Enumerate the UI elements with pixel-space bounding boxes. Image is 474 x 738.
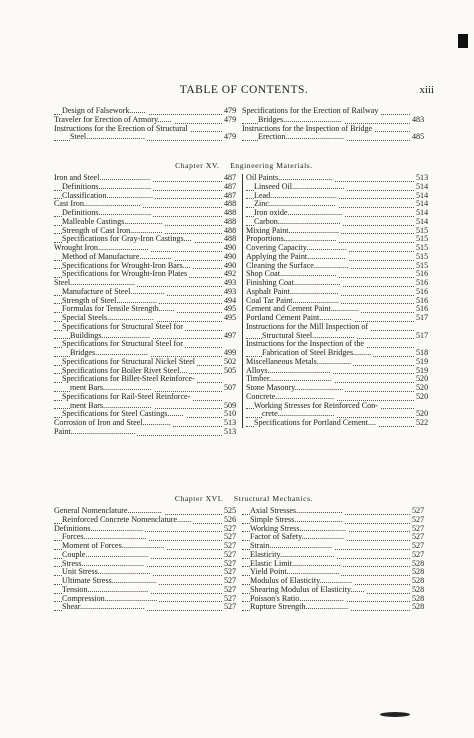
toc-entry-title: Fabrication of Steel Bridges.........: [262, 349, 372, 357]
toc-column-right: [242, 174, 428, 428]
toc-entry-title: Traveler for Erection of Armory.......: [54, 115, 172, 124]
toc-entry-page: 487: [224, 191, 236, 200]
toc-entry-page: 526: [224, 515, 236, 524]
toc-entry-page: 527: [224, 577, 236, 585]
toc-entry: [246, 314, 428, 323]
toc-entry-title: Specifications for Structural Steel for: [62, 340, 183, 349]
toc-entry-title: Cleaning the Surface.................: [246, 261, 349, 270]
toc-entry-title: Forces...............................: [62, 533, 147, 542]
toc-entry: [54, 340, 236, 349]
toc-entry: [246, 393, 428, 402]
toc-entry-title: Finishing Coat.......................: [246, 279, 341, 287]
toc-entry: [242, 542, 424, 551]
toc-entry: [246, 244, 428, 253]
toc-entry-page: 502: [224, 357, 236, 366]
toc-entry-title: Specifications for Portland Cement....: [254, 419, 377, 427]
toc-entry-title: Strain...............................: [250, 542, 333, 550]
toc-entry-title: Mixing Paint.........................: [246, 226, 340, 235]
toc-entry: [54, 577, 236, 586]
toc-entry-page: 505: [224, 366, 236, 375]
toc-entry-page: 514: [416, 200, 428, 209]
toc-entry: [54, 323, 236, 332]
toc-entry-title: Shearing Modulus of Elasticity.......: [250, 585, 365, 594]
toc-entry-page: 527: [224, 585, 236, 594]
toc-entry: [242, 551, 424, 560]
toc-entry-title: Instructions for the Erection of Structural: [54, 124, 188, 133]
toc-entry: [246, 323, 428, 332]
toc-entry-title: Stress...............................: [62, 559, 145, 568]
toc-entry-page: 527: [224, 559, 236, 568]
page-header: [54, 84, 434, 98]
toc-entry: [246, 358, 428, 367]
toc-entry-page: 479: [224, 133, 236, 142]
toc-entry-title: Proportions..........................: [246, 235, 337, 244]
toc-entry-page: 514: [416, 209, 428, 217]
toc-entry-title: Elastic Limit........................: [250, 559, 341, 568]
toc-entry: [54, 200, 236, 209]
toc-entry-title: Miscellaneous Metals.................: [246, 357, 352, 366]
toc-entry-title: Definitions..........................: [62, 209, 152, 217]
toc-entry-page: 509: [224, 401, 236, 410]
toc-entry: [54, 174, 236, 183]
toc-entry-title: Shop Coat............................: [246, 270, 337, 279]
toc-entry-page: 493: [224, 279, 236, 287]
toc-entry-title: Specifications for Structural Nickel Steel: [62, 357, 196, 366]
toc-entry-page: 528: [412, 594, 424, 603]
toc-entry-title: Wrought Iron.........................: [54, 244, 149, 252]
toc-entry-title: Instructions for the Inspection of the: [246, 340, 365, 349]
toc-entry: [54, 107, 236, 116]
toc-entry-title: Applying the Paint...................: [246, 252, 346, 261]
toc-entry: [54, 603, 236, 612]
toc-entry-page: 488: [224, 235, 236, 244]
toc-entry-title: Covering Capacity....................: [246, 244, 347, 252]
toc-entry-page: 528: [412, 568, 424, 577]
toc-entry-title: Specifications for Billet-Steel Reinforce-: [62, 375, 195, 384]
toc-entry-title: Classification.......................: [62, 191, 154, 200]
toc-entry-page: 487: [224, 182, 236, 191]
toc-entry: [54, 116, 236, 125]
toc-entry: [242, 516, 424, 525]
toc-entry-page: 527: [412, 515, 424, 524]
toc-entry-title: Definitions..........................: [62, 182, 152, 191]
toc-entry: [54, 586, 236, 595]
toc-entry-page: 492: [224, 270, 236, 279]
toc-entry-page: 527: [224, 568, 236, 577]
toc-entry-page: 514: [416, 191, 428, 200]
running-title: TABLE OF CONTENTS.: [179, 84, 309, 96]
chapter-16-title: Structural Mechanics.: [233, 494, 314, 503]
toc-entry-page: 515: [416, 235, 428, 244]
chapter-15-entries: [54, 174, 434, 454]
toc-column-left: [54, 107, 236, 142]
toc-entry: [242, 603, 424, 612]
toc-entry: [246, 270, 428, 279]
toc-entry-title: Specifications for Gray-Iron Castings....: [62, 235, 192, 244]
toc-entry-title: Ultimate Stress......................: [62, 577, 157, 585]
toc-entry-page: 527: [224, 603, 236, 612]
toc-entry: [246, 419, 428, 428]
toc-entry-title: Carbon...............................: [254, 217, 341, 226]
toc-entry: [54, 428, 236, 437]
ink-mark: [380, 712, 410, 717]
toc-entry: [54, 419, 236, 428]
toc-entry-page: 479: [224, 115, 236, 124]
chapter-16-heading: [54, 494, 434, 503]
toc-entry-title: ment Bars........................: [70, 384, 152, 392]
toc-entry: [54, 125, 236, 134]
toc-entry-title: Strength of Cast Iron................: [62, 226, 163, 235]
toc-entry-page: 479: [224, 107, 236, 115]
toc-entry: [242, 568, 424, 577]
toc-column-right: [242, 107, 424, 142]
toc-entry-page: 527: [224, 594, 236, 603]
toc-entry-title: Specifications for Wrought-Iron Plates: [62, 270, 188, 279]
toc-entry: [242, 577, 424, 586]
toc-entry: [246, 253, 428, 262]
toc-entry-title: Oil Paints...........................: [246, 174, 333, 182]
toc-entry-title: Erection.............................: [258, 133, 345, 142]
toc-entry-page: 520: [416, 410, 428, 419]
toc-entry-page: 528: [412, 559, 424, 568]
toc-entry: [242, 595, 424, 604]
toc-entry-page: 528: [412, 577, 424, 585]
toc-entry: [246, 340, 428, 349]
toc-entry-title: Working Stresses for Reinforced Con-: [254, 401, 378, 410]
toc-entry: [54, 279, 236, 288]
toc-entry-page: 495: [224, 314, 236, 322]
toc-entry-page: 527: [224, 542, 236, 550]
toc-entry: [246, 200, 428, 209]
toc-entry-page: 494: [224, 296, 236, 305]
toc-entry: [54, 305, 236, 314]
toc-entry-page: 516: [416, 279, 428, 287]
toc-entry-title: Yield Point..........................: [250, 568, 340, 577]
toc-entry: [54, 516, 236, 525]
toc-entry-title: Steel.............................: [70, 133, 145, 142]
toc-entry: [246, 332, 428, 341]
toc-entry-title: Couple...............................: [62, 550, 149, 559]
toc-entry: [246, 384, 428, 393]
toc-entry: [54, 332, 236, 341]
toc-entry-page: 493: [224, 287, 236, 296]
toc-entry-title: Shear................................: [62, 603, 145, 612]
toc-entry: [246, 297, 428, 306]
toc-entry-page: 510: [224, 410, 236, 419]
toc-entry: [242, 525, 424, 534]
chapter-15-heading: [54, 161, 434, 170]
toc-entry: [54, 551, 236, 560]
toc-entry-title: Bridges.............................: [258, 115, 342, 124]
page-number: xiii: [419, 84, 434, 96]
toc-entry: [54, 402, 236, 411]
toc-entry-title: Coal Tar Paint.......................: [246, 296, 340, 305]
toc-entry-title: Cast Iron............................: [54, 200, 141, 209]
toc-entry: [54, 525, 236, 534]
toc-entry: [54, 358, 236, 367]
toc-entry: [54, 235, 236, 244]
toc-entry-title: General Nomenclature.................: [54, 507, 162, 515]
toc-entry: [246, 192, 428, 201]
toc-entry-page: 516: [416, 296, 428, 305]
toc-entry-title: Timber...............................: [246, 375, 332, 384]
toc-entry-page: 527: [412, 507, 424, 515]
toc-entry-page: 499: [224, 349, 236, 357]
toc-entry-title: Cement and Cement Paint..............: [246, 305, 360, 314]
toc-entry: [242, 133, 424, 142]
toc-entry: [246, 235, 428, 244]
toc-entry-page: 490: [224, 244, 236, 252]
toc-entry-page: 485: [412, 133, 424, 142]
toc-entry-page: 514: [416, 217, 428, 226]
toc-entry: [54, 209, 236, 218]
corner-mark: [458, 34, 468, 48]
toc-entry: [54, 507, 236, 516]
toc-entry-page: 516: [416, 270, 428, 279]
toc-entry-page: 515: [416, 226, 428, 235]
chapter-16-entries: [54, 507, 434, 617]
toc-entry: [54, 367, 236, 376]
toc-column-left: [54, 507, 236, 612]
toc-entry-title: Specifications for Rail-Steel Reinforce-: [62, 392, 191, 401]
toc-entry-title: Tension..............................: [62, 585, 149, 594]
toc-entry: [54, 262, 236, 271]
toc-entry-title: Rupture Strength.....................: [250, 603, 349, 612]
toc-entry-page: 527: [224, 550, 236, 559]
toc-continuation: [54, 107, 434, 149]
toc-entry: [246, 375, 428, 384]
toc-entry-title: Buildings........................: [70, 331, 151, 340]
toc-entry: [54, 183, 236, 192]
toc-entry: [54, 560, 236, 569]
toc-entry-title: Specifications for Steel Castings........: [62, 410, 184, 419]
toc-entry-title: Instructions for the Inspection of Bridge: [242, 124, 373, 133]
toc-entry-page: 513: [224, 419, 236, 427]
toc-entry-title: Design of Falsework........: [62, 107, 146, 115]
toc-entry-page: 519: [416, 366, 428, 375]
toc-entry: [54, 375, 236, 384]
toc-entry: [242, 533, 424, 542]
toc-entry-page: 507: [224, 384, 236, 392]
toc-entry-title: Manufacture of Steel.................: [62, 287, 165, 296]
toc-entry-page: 488: [224, 217, 236, 226]
toc-entry: [54, 253, 236, 262]
chapter-15-title: Engineering Materials.: [230, 161, 313, 170]
toc-entry-page: 520: [416, 392, 428, 401]
toc-entry-page: 487: [224, 174, 236, 182]
toc-entry: [246, 410, 428, 419]
toc-entry: [54, 227, 236, 236]
toc-entry: [54, 218, 236, 227]
toc-entry-title: Special Steels.......................: [62, 314, 154, 322]
toc-entry: [246, 209, 428, 218]
toc-entry: [54, 314, 236, 323]
toc-entry-title: ment Bars........................: [70, 401, 152, 410]
toc-entry-page: 520: [416, 375, 428, 384]
toc-entry-page: 513: [416, 174, 428, 182]
toc-entry-title: Compression..........................: [62, 594, 158, 603]
toc-entry: [54, 270, 236, 279]
toc-entry-page: 528: [412, 585, 424, 594]
toc-entry-title: Structural Steel.....................: [262, 331, 355, 340]
toc-entry-title: Bridges..........................: [70, 349, 148, 357]
toc-entry-page: 522: [416, 419, 428, 427]
toc-entry-page: 495: [224, 305, 236, 314]
toc-entry-title: Moment of Forces.....................: [62, 542, 165, 550]
toc-entry-title: Reinforced Concrete Nomenclature.......: [62, 515, 192, 524]
toc-entry-page: 515: [416, 252, 428, 261]
toc-entry-title: Zinc.................................: [254, 200, 336, 209]
toc-entry: [54, 192, 236, 201]
toc-entry-title: Corrosion of Iron and Steel..............: [54, 419, 171, 427]
toc-entry-title: Asphalt Paint........................: [246, 287, 339, 296]
toc-entry-title: Steel................................: [54, 279, 135, 287]
toc-entry-page: 515: [416, 244, 428, 252]
toc-entry-title: Poisson's Ratio......................: [250, 594, 344, 603]
toc-entry-title: Elasticity...........................: [250, 550, 335, 559]
toc-entry-page: 525: [224, 507, 236, 515]
toc-entry-title: Strength of Steel....................: [62, 296, 157, 305]
toc-entry-title: Specifications for Boiler Rivet Steel....: [62, 366, 188, 375]
toc-entry-title: crete............................: [262, 410, 335, 419]
toc-entry-page: 527: [412, 533, 424, 542]
toc-entry: [242, 125, 424, 134]
toc-entry-page: 488: [224, 200, 236, 209]
toc-entry-page: 513: [224, 427, 236, 436]
toc-entry: [54, 595, 236, 604]
toc-entry-title: Linseed Oil..........................: [254, 182, 345, 191]
toc-entry: [246, 402, 428, 411]
toc-entry-title: Iron oxide...........................: [254, 209, 343, 217]
toc-entry: [54, 244, 236, 253]
toc-entry: [246, 279, 428, 288]
chapter-16-number: Chapter XVI.: [174, 494, 224, 503]
toc-entry-page: 515: [416, 261, 428, 270]
toc-column-right: [242, 507, 424, 612]
toc-entry-page: 518: [416, 349, 428, 357]
toc-entry-title: Factor of Safety.....................: [250, 533, 345, 542]
toc-entry-title: Instructions for the Mill Inspection of: [246, 322, 369, 331]
toc-entry: [242, 507, 424, 516]
toc-entry: [242, 586, 424, 595]
toc-entry-page: 490: [224, 261, 236, 270]
toc-entry-title: Lead.................................: [254, 191, 337, 200]
toc-entry-page: 516: [416, 305, 428, 314]
toc-entry: [246, 183, 428, 192]
toc-entry: [242, 107, 424, 116]
toc-entry: [54, 384, 236, 393]
toc-entry: [246, 288, 428, 297]
toc-entry-page: 519: [416, 357, 428, 366]
toc-entry-title: Specifications for the Erection of Railway: [242, 107, 379, 115]
toc-entry: [54, 349, 236, 358]
toc-entry: [246, 262, 428, 271]
toc-entry-page: 497: [224, 331, 236, 340]
toc-entry: [54, 410, 236, 419]
toc-entry: [54, 133, 236, 142]
toc-entry-title: Formulas for Tensile Strength........: [62, 305, 175, 314]
toc-entry-page: 528: [412, 603, 424, 612]
toc-entry-title: Iron and Steel.........................: [54, 174, 150, 182]
toc-entry-page: 490: [224, 252, 236, 261]
toc-entry-page: 527: [412, 550, 424, 559]
toc-entry: [54, 533, 236, 542]
toc-entry-title: Paint................................: [54, 427, 136, 436]
toc-entry: [54, 288, 236, 297]
toc-column-left: [54, 174, 236, 437]
toc-entry-page: 520: [416, 384, 428, 392]
toc-entry: [54, 393, 236, 402]
toc-entry: [54, 297, 236, 306]
toc-entry: [242, 116, 424, 125]
toc-entry-page: 527: [224, 533, 236, 542]
toc-entry: [246, 218, 428, 227]
toc-entry-title: Malleable Castings...................: [62, 217, 163, 226]
toc-entry-page: 483: [412, 115, 424, 124]
toc-entry-title: Unit Stress..........................: [62, 568, 151, 577]
toc-entry-page: 488: [224, 226, 236, 235]
toc-entry-title: Alloys...............................: [246, 366, 331, 375]
toc-entry-page: 527: [412, 542, 424, 550]
toc-entry: [246, 174, 428, 183]
toc-entry-title: Method of Manufacture................: [62, 252, 172, 261]
toc-entry: [246, 227, 428, 236]
toc-entry-title: Specifications for Structural Steel for: [62, 322, 183, 331]
toc-entry: [246, 349, 428, 358]
toc-entry: [54, 568, 236, 577]
toc-entry-page: 527: [412, 524, 424, 533]
toc-entry-title: Stone Masonry........................: [246, 384, 344, 392]
toc-entry: [242, 560, 424, 569]
toc-entry-title: Concrete.............................: [246, 392, 334, 401]
toc-entry-page: 488: [224, 209, 236, 217]
toc-entry: [54, 542, 236, 551]
chapter-15-number: Chapter XV.: [175, 161, 220, 170]
toc-entry-title: Working Stress.......................: [250, 524, 347, 533]
toc-entry-page: 514: [416, 182, 428, 191]
toc-entry-title: Specifications for Wrought-Iron Bars....: [62, 261, 191, 270]
toc-entry-title: Axial Stresses.......................: [250, 507, 343, 515]
toc-entry-page: 517: [416, 331, 428, 340]
toc-entry-title: Simple Stress........................: [250, 515, 343, 524]
toc-entry-page: 517: [416, 314, 428, 322]
toc-entry: [246, 367, 428, 376]
toc-entry-page: 527: [224, 524, 236, 533]
toc-entry-title: Modulus of Elasticity................: [250, 577, 352, 585]
toc-entry-title: Portland Cement Paint................: [246, 314, 352, 322]
toc-entry-page: 516: [416, 287, 428, 296]
toc-entry: [246, 305, 428, 314]
toc-entry-title: Definitions..........................: [54, 524, 144, 533]
